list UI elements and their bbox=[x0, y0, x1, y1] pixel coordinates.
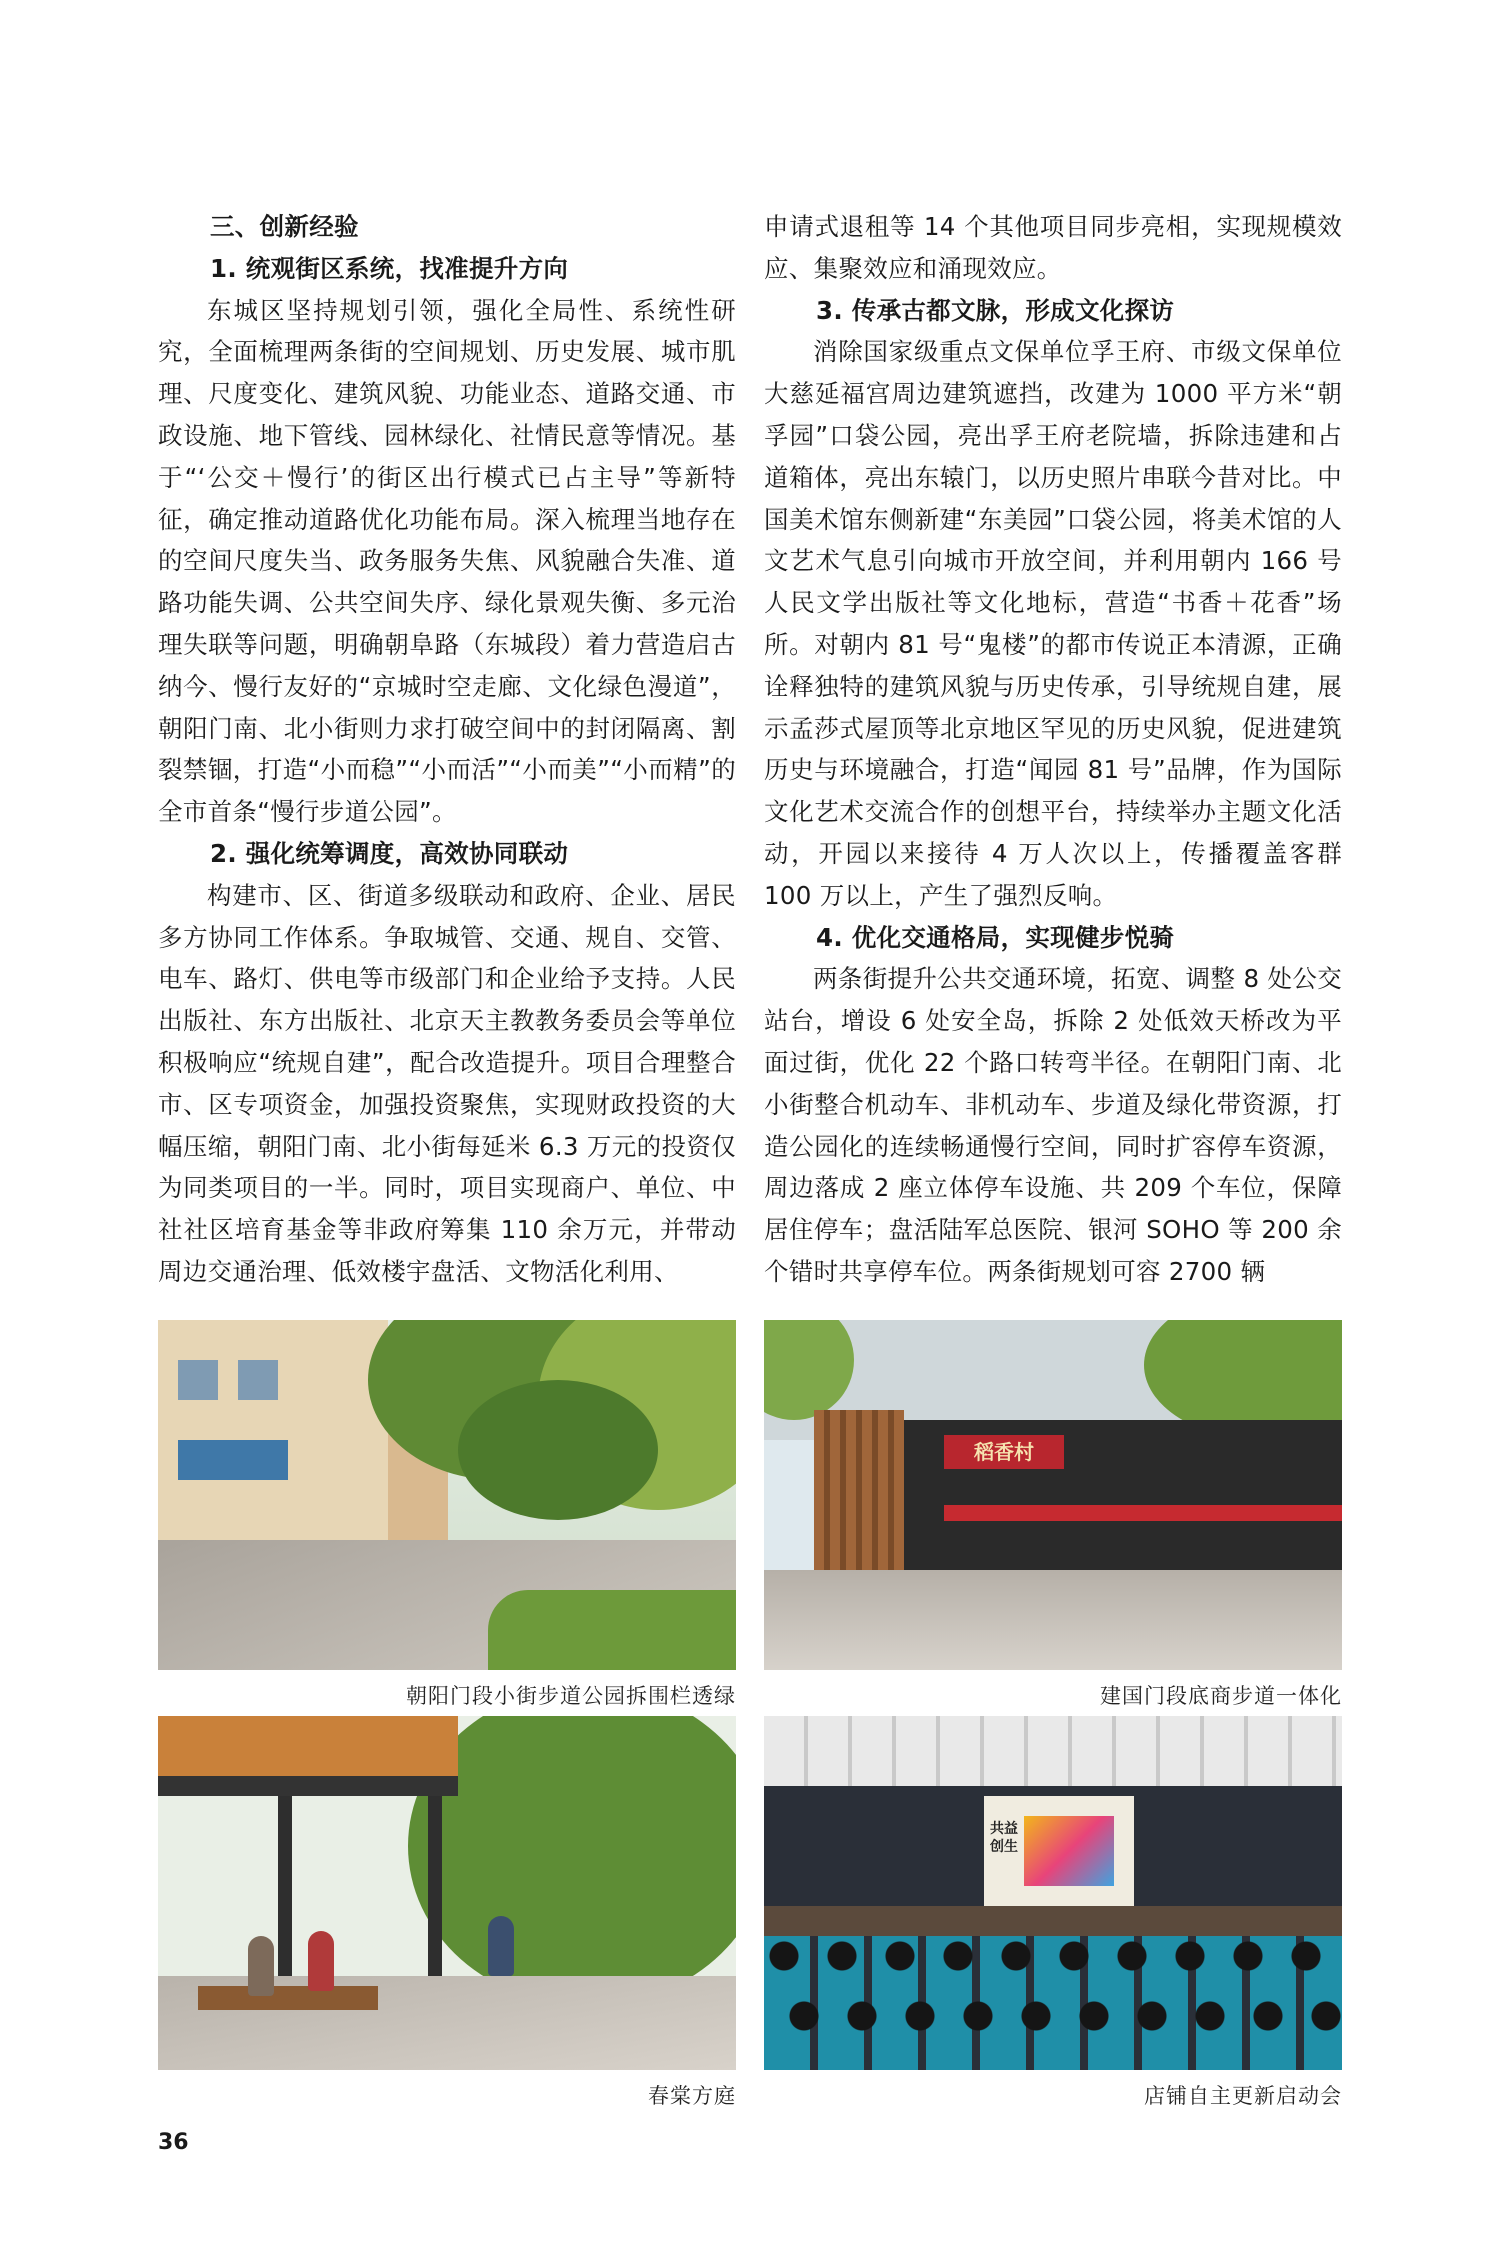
left-text-column bbox=[158, 206, 736, 1293]
subheading-1: 1. 统观街区系统，找准提升方向 bbox=[210, 253, 569, 283]
audience bbox=[764, 1986, 1342, 2046]
person bbox=[308, 1931, 334, 1991]
wooden-facade bbox=[814, 1410, 904, 1590]
photo-caption: 店铺自主更新启动会 bbox=[1144, 2084, 1342, 2108]
subheading-4: 4. 优化交通格局，实现健步悦骑 bbox=[816, 922, 1175, 952]
sidewalk bbox=[764, 1570, 1342, 1670]
subheading-3: 3. 传承古都文脉，形成文化探访 bbox=[816, 295, 1175, 325]
photo-caption: 春棠方庭 bbox=[648, 2084, 736, 2108]
photo-street-garden bbox=[158, 1320, 736, 1670]
photo-launch-meeting bbox=[764, 1716, 1342, 2070]
right-text-column bbox=[764, 206, 1342, 1293]
pavilion-post bbox=[278, 1796, 292, 1996]
pavilion-roof bbox=[158, 1716, 458, 1776]
subheading-2: 2. 强化统筹调度，高效协同联动 bbox=[210, 838, 569, 868]
shop-sign bbox=[944, 1435, 1064, 1469]
page-number: 36 bbox=[158, 2130, 189, 2155]
screen-graphic bbox=[1024, 1816, 1114, 1886]
screen-text: 共益创生 bbox=[990, 1821, 1018, 1855]
pavilion-beam bbox=[158, 1776, 458, 1796]
paragraph-3: 消除国家级重点文保单位孚王府、市级文保单位大慈延福宫周边建筑遮挡，改建为 1000 平方米“朝孚园”口袋公园，亮出孚王府老院墙，拆除违建和占道箱体，亮出东辕门，以历史照片串联今昔对比。中国美术馆东侧新建“东美园”口袋公园，将美术馆的人文艺术气息引向城市开放空间，并利用朝内 166 号人民文学出版社等文化地标，营造“书香＋花香”场所。对朝内 81 号“鬼楼”的都市传说正本清源，正确诠释独特的建筑风貌与历史传承，引导统规自建，展示孟莎式屋顶等北京地区罕见的历史风貌，促进建筑历史与环境融合，打造“闻园 81 号”品牌，作为国际文化艺术交流合作的创想平台，持续举办主题文化活动，开园以来接待 4 万人次以上，传播覆盖客群 100 万以上，产生了强烈反响。 bbox=[764, 337, 1342, 910]
window bbox=[178, 1360, 218, 1400]
paragraph-1: 东城区坚持规划引领，强化全局性、系统性研究，全面梳理两条街的空间规划、历史发展、城市肌理、尺度变化、建筑风貌、功能业态、道路交通、市政设施、地下管线、园林绿化、社情民意等情况。基于“‘公交＋慢行’的街区出行模式已占主导”等新特征，确定推动道路优化功能布局。深入梳理当地存在的空间尺度失当、政务服务失焦、风貌融合失准、道路功能失调、公共空间失序、绿化景观失衡、多元治理失联等问题，明确朝阜路（东城段）着力营造启古纳今、慢行友好的“京城时空走廊、文化绿色漫道”，朝阳门南、北小街则力求打破空间中的封闭隔离、割裂禁锢，打造“小而稳”“小而活”“小而美”“小而精”的全市首条“慢行步道公园”。 bbox=[158, 295, 736, 827]
bench bbox=[198, 1986, 378, 2010]
paragraph-continued: 申请式退租等 14 个其他项目同步亮相，实现规模效应、集聚效应和涌现效应。 bbox=[764, 212, 1342, 283]
photo-pavilion bbox=[158, 1716, 736, 2070]
paragraph-4: 两条街提升公共交通环境，拓宽、调整 8 处公交站台，增设 6 处安全岛，拆除 2 处低效天桥改为平面过街，优化 22 个路口转弯半径。在朝阳门南、北小街整合机动车、非机动车、步道及绿化带资源，打造公园化的连续畅通慢行空间，同时扩容停车资源，周边落成 2 座立体停车设施、共 209 个车位，保障居住停车；盘活陆军总医院、银河 SOHO 等 200 余个错时共享停车位。两条街规划可容 2700 辆 bbox=[764, 964, 1342, 1286]
shop-sign-text: 稻香村 bbox=[974, 1440, 1034, 1464]
photo-shopfronts bbox=[764, 1320, 1342, 1670]
photo-caption: 建国门段底商步道一体化 bbox=[1100, 1684, 1342, 1708]
audience bbox=[764, 1926, 1342, 1986]
person bbox=[248, 1936, 274, 1996]
window bbox=[238, 1360, 278, 1400]
paragraph-2: 构建市、区、街道多级联动和政府、企业、居民多方协同工作体系。争取城管、交通、规自、交管、电车、路灯、供电等市级部门和企业给予支持。人民出版社、东方出版社、北京天主教教务委员会等单位积极响应“统规自建”，配合改造提升。项目合理整合市、区专项资金，加强投资聚焦，实现财政投资的大幅压缩，朝阳门南、北小街每延米 6.3 万元的投资仅为同类项目的一半。同时，项目实现商户、单位、中社社区培育基金等非政府筹集 110 余万元，并带动周边交通治理、低效楼宇盘活、文物活化利用、 bbox=[158, 880, 736, 1286]
presentation-screen bbox=[984, 1796, 1134, 1906]
shrub-bed bbox=[488, 1590, 736, 1670]
tree-canopy bbox=[458, 1380, 658, 1520]
section-title: 三、创新经验 bbox=[210, 212, 359, 241]
shop-sign bbox=[178, 1440, 288, 1480]
awning bbox=[944, 1505, 1342, 1521]
pavilion-post bbox=[428, 1796, 442, 1996]
person bbox=[488, 1916, 514, 1976]
photo-caption: 朝阳门段小街步道公园拆围栏透绿 bbox=[406, 1684, 736, 1708]
ceiling-lights bbox=[764, 1716, 1342, 1786]
